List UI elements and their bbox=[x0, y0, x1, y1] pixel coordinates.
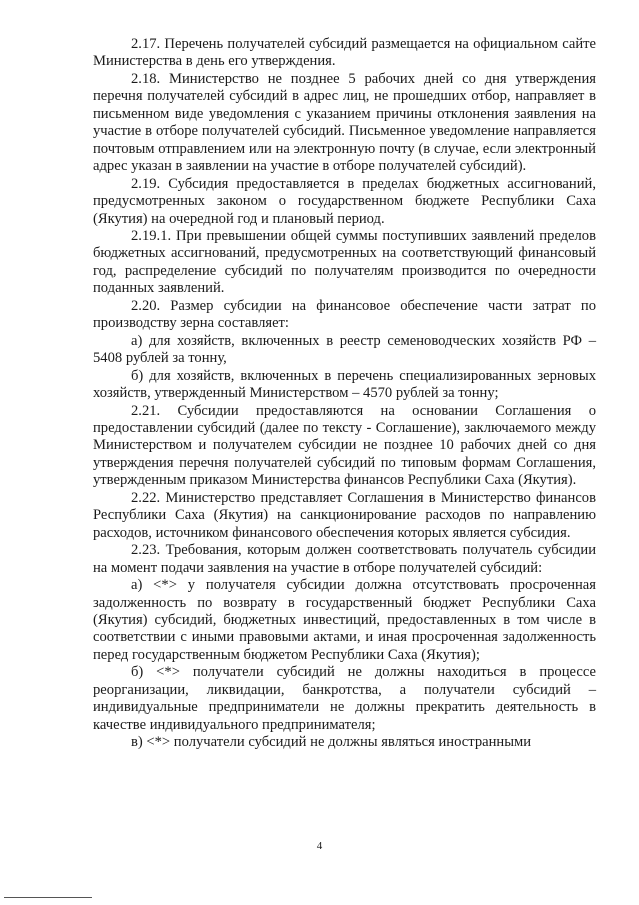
paragraph-2-23: 2.23. Требования, которым должен соответствовать получатель субсидии на момент подачи заявления на участие в отборе получателей субсидий: bbox=[93, 542, 596, 576]
paragraph-2-21: 2.21. Субсидии предоставляются на основании Соглашения о предоставлении субсидий (далее по тексту - Соглашение), заключаемого между Министерством и получателем субсидии не позднее 10 рабочих дней со дня утверждения перечня получателей субсидий по типовым формам Соглашения, утвержденным приказом Министерства финансов Республики Саха (Якутия). bbox=[93, 402, 596, 489]
paragraph-2-18: 2.18. Министерство не позднее 5 рабочих дней со дня утверждения перечня получателей субсидий в адрес лиц, не прошедших отбор, направляет в письменном виде уведомления с указанием причины отклонения заявления на участие в отборе получателей субсидий. Письменное уведомление направляется почтовым отправлением или на электронную почту (в случае, если электронный адрес указан в заявлении на участие в отборе получателей субсидий). bbox=[93, 70, 596, 175]
paragraph-2-20-a: а) для хозяйств, включенных в реестр семеноводческих хозяйств РФ – 5408 рублей за тонну, bbox=[93, 332, 596, 367]
paragraph-2-23-b: б) <*> получатели субсидий не должны находиться в процессе реорганизации, ликвидации, банкротства, а получатели субсидий – индивидуальные предприниматели не должны прекратить деятельность в качестве индивидуального предпринимателя; bbox=[93, 664, 596, 733]
paragraph-2-20-b: б) для хозяйств, включенных в перечень специализированных зерновых хозяйств, утвержденный Министерством – 4570 рублей за тонну; bbox=[93, 367, 596, 402]
page-number: 4 bbox=[316, 840, 323, 852]
paragraph-2-19: 2.19. Субсидия предоставляется в пределах бюджетных ассигнований, предусмотренных законом о государственном бюджете Республики Саха (Якутия) на очередной год и плановый период. bbox=[93, 175, 596, 227]
paragraph-2-23-a: а) <*> у получателя субсидии должна отсутствовать просроченная задолженность по возврату в государственный бюджет Республики Саха (Якутия) субсидий, бюджетных инвестиций, предоставленных в том числе в соответствии с иными правовыми актами, и иная просроченная задолженность перед государственным бюджетом Республики Саха (Якутия); bbox=[93, 577, 596, 663]
footer-divider bbox=[4, 897, 92, 898]
paragraph-2-22: 2.22. Министерство представляет Соглашения в Министерство финансов Республики Саха (Якутия) на санкционирование расходов по направлению расходов, источником финансового обеспечения которых является субсидия. bbox=[93, 489, 596, 541]
paragraph-2-19-1: 2.19.1. При превышении общей суммы поступивших заявлений пределов бюджетных ассигнований, предусмотренных на соответствующий финансовый год, распределение субсидий по получателям производится по очередности поданных заявлений. bbox=[93, 227, 596, 297]
paragraph-2-23-v: в) <*> получатели субсидий не должны являться иностранными bbox=[131, 734, 532, 751]
paragraph-2-20: 2.20. Размер субсидии на финансовое обеспечение части затрат по производству зерна составляет: bbox=[93, 297, 596, 332]
document-body bbox=[93, 36, 596, 752]
paragraph-2-17: 2.17. Перечень получателей субсидий размещается на официальном сайте Министерства в день его утверждения. bbox=[93, 36, 596, 70]
